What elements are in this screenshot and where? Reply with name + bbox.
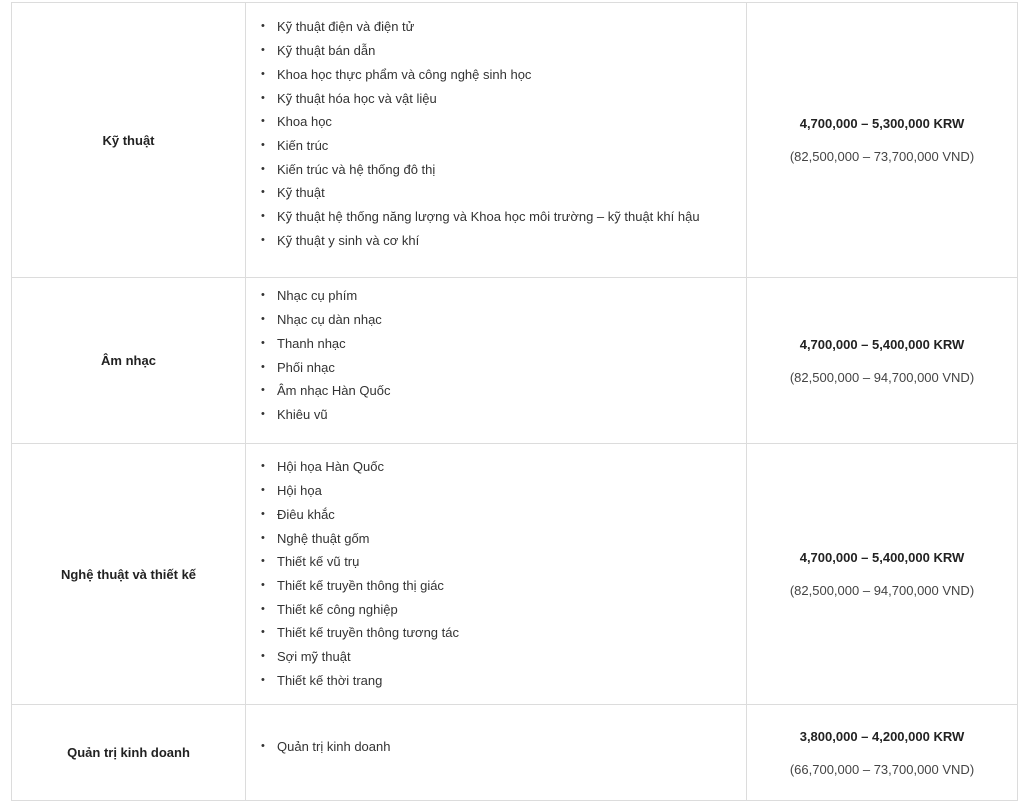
list-item (261, 15, 746, 39)
major-name: Phối nhạc (277, 359, 335, 375)
bullet-icon: • (261, 289, 265, 302)
list-item (261, 621, 746, 645)
fee-cell (747, 3, 1018, 278)
bullet-icon: • (261, 507, 265, 520)
bullet-icon: • (261, 740, 265, 752)
list-item (261, 63, 746, 87)
bullet-icon: • (261, 602, 265, 615)
list-item (261, 87, 746, 111)
list-item (261, 308, 746, 332)
major-name: Thanh nhạc (277, 335, 346, 351)
list-item (261, 645, 746, 669)
bullet-icon: • (261, 44, 265, 57)
majors-list (246, 280, 746, 440)
bullet-icon: • (261, 384, 265, 397)
fee-cell (747, 705, 1018, 801)
major-name: Kiến trúc và hệ thống đô thị (277, 161, 436, 177)
bullet-icon: • (261, 579, 265, 591)
major-name: Khoa học (277, 114, 332, 130)
list-item (261, 379, 746, 403)
major-name: Kỹ thuật (277, 185, 325, 201)
list-item (261, 356, 746, 380)
table-row (12, 278, 1018, 444)
fee-cell (747, 444, 1018, 705)
list-item (261, 332, 746, 356)
major-name: Kiến trúc (277, 138, 329, 153)
bullet-icon: • (261, 336, 265, 349)
list-item (261, 598, 746, 622)
major-name: Âm nhạc Hàn Quốc (277, 383, 391, 399)
major-name: Kỹ thuật điện và điện tử (277, 19, 415, 35)
list-item (261, 669, 746, 693)
list-item (261, 205, 746, 229)
list-item (261, 403, 746, 427)
bullet-icon: • (261, 555, 265, 568)
fee-krw: 4,700,000 – 5,300,000 KRW (799, 116, 965, 131)
list-item (261, 229, 746, 253)
bullet-icon: • (261, 650, 265, 663)
major-name: Thiết kế truyền thông tương tác (277, 625, 459, 641)
major-name: Kỹ thuật y sinh và cơ khí (277, 232, 420, 248)
bullet-icon: • (261, 531, 265, 544)
major-name: Thiết kế công nghiệp (277, 601, 398, 617)
fee-krw: 4,700,000 – 5,400,000 KRW (799, 550, 965, 565)
list-item (261, 134, 746, 158)
bullet-icon: • (261, 460, 265, 473)
list-item (261, 39, 746, 63)
bullet-icon: • (261, 626, 265, 639)
major-name: Nhạc cụ dàn nhạc (277, 312, 382, 328)
bullet-icon: • (261, 233, 265, 246)
fee-krw: 4,700,000 – 5,400,000 KRW (799, 336, 965, 352)
majors-list (246, 3, 746, 276)
fee-vnd: (82,500,000 – 94,700,000 VND) (789, 583, 975, 598)
majors-cell (246, 444, 747, 705)
major-name: Khiêu vũ (277, 406, 328, 422)
list-item (261, 503, 746, 527)
table-row (12, 705, 1018, 801)
majors-cell (246, 705, 747, 801)
major-name: Kỹ thuật bán dẫn (277, 43, 376, 59)
bullet-icon: • (261, 20, 265, 33)
major-name: Sợi mỹ thuật (277, 649, 351, 665)
major-name: Thiết kế thời trang (277, 672, 383, 688)
field-name: Nghệ thuật và thiết kế (12, 444, 246, 705)
major-name: Hội họa (277, 483, 322, 499)
field-name: Âm nhạc (12, 278, 246, 444)
bullet-icon: • (261, 67, 265, 80)
major-name: Khoa học thực phẩm và công nghệ sinh học (277, 66, 532, 82)
major-name: Quản trị kinh doanh (277, 739, 391, 754)
field-name: Quản trị kinh doanh (12, 705, 246, 801)
majors-list (246, 735, 746, 759)
fee-vnd: (82,500,000 – 94,700,000 VND) (789, 369, 975, 385)
list-item (261, 110, 746, 134)
bullet-icon: • (261, 313, 265, 326)
list-item (261, 455, 746, 479)
bullet-icon: • (261, 407, 265, 420)
fee-krw: 3,800,000 – 4,200,000 KRW (799, 728, 965, 744)
bullet-icon: • (261, 186, 265, 199)
major-name: Thiết kế vũ trụ (277, 554, 360, 570)
tuition-table (11, 2, 1018, 801)
bullet-icon: • (261, 484, 265, 497)
major-name: Nghệ thuật gốm (277, 530, 370, 546)
bullet-icon: • (261, 91, 265, 104)
table-row (12, 444, 1018, 705)
major-name: Thiết kế truyền thông thị giác (277, 578, 444, 593)
majors-cell (246, 278, 747, 444)
major-name: Nhạc cụ phím (277, 288, 358, 304)
fee-vnd: (82,500,000 – 73,700,000 VND) (789, 149, 975, 164)
list-item (261, 181, 746, 205)
list-item (261, 574, 746, 598)
list-item (261, 479, 746, 503)
majors-cell (246, 3, 747, 278)
major-name: Kỹ thuật hóa học và vật liệu (277, 90, 437, 106)
list-item (261, 735, 746, 759)
major-name: Điêu khắc (277, 506, 335, 522)
list-item (261, 527, 746, 551)
fee-cell (747, 278, 1018, 444)
field-name: Kỹ thuật (12, 3, 246, 278)
major-name: Kỹ thuật hệ thống năng lượng và Khoa học môi trường – kỹ thuật khí hậu (277, 209, 700, 225)
list-item (261, 158, 746, 182)
bullet-icon: • (261, 115, 265, 128)
bullet-icon: • (261, 139, 265, 151)
bullet-icon: • (261, 162, 265, 175)
fee-vnd: (66,700,000 – 73,700,000 VND) (789, 761, 975, 777)
bullet-icon: • (261, 210, 265, 223)
list-item (261, 284, 746, 308)
table-row (12, 3, 1018, 278)
major-name: Hội họa Hàn Quốc (277, 459, 384, 475)
majors-list (246, 455, 746, 692)
list-item (261, 550, 746, 574)
bullet-icon: • (261, 360, 265, 373)
bullet-icon: • (261, 673, 265, 686)
